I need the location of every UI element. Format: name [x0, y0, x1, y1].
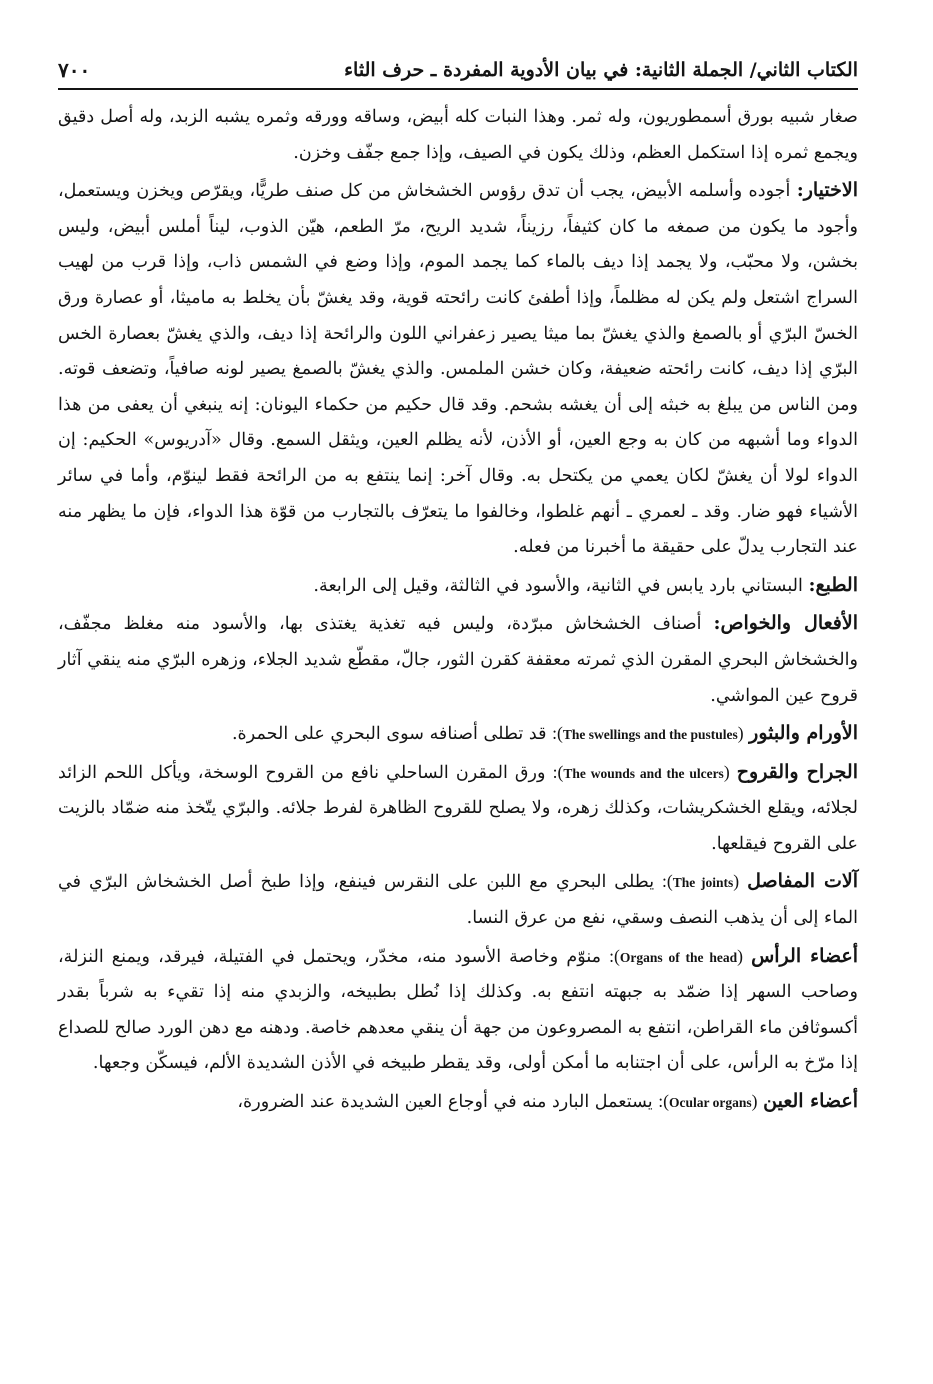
book-page: [58, 44, 858, 1374]
section-heading: آلات المفاصل: [747, 870, 859, 893]
paragraph-actions: [58, 606, 858, 714]
section-heading: الأورام والبثور: [749, 722, 858, 745]
paragraph-text: يستعمل البارد منه في أوجاع العين الشديدة عند الضرورة،: [237, 1092, 653, 1113]
paragraph-joints: آلات المفاصل (The joints): يطلى البحري مع اللبن على النقرس فينفع، وإذا طبخ أصل الخشخاش البرّي في الماء إلى أن يذهب النصف وسقي، نفع من عرق النسا.: [58, 870, 859, 929]
paragraph-text: صغار شبيه بورق أسمطوريون، وله ثمر. وهذا النبات كله أبيض، وساقه وورقه وثمره يشبه الزبد، وله أصل دقيق ويجمع ثمره إذا استكمل العظم، وذلك يكون في الصيف، وإذا جمع جفّف وخزن.: [58, 107, 858, 163]
section-heading-english: Organs of the head: [619, 949, 738, 965]
section-heading: الاختيار:: [796, 179, 858, 202]
header-rule: [58, 88, 858, 90]
section-heading-english: The joints: [672, 875, 734, 891]
paragraph-selection: [58, 173, 858, 566]
section-heading-english: The swellings and the pustules: [562, 727, 738, 743]
paragraph-text: أصناف الخشخاش مبرّدة، وليس فيه تغذية يغتذى بها، والأسود منه مغلظ مجفّف، والخشخاش البحري المقرن الذي ثمرته معقفة كقرن الثور، جالّ، مقطّع شديد الجلاء، وزهره البرّي منه ينقي آثار قروح عين المواشي.: [58, 614, 858, 706]
paragraph-continuation: [58, 100, 858, 171]
paragraph-text: ورق المقرن الساحلي نافع من القروح الوسخة، ويأكل اللحم الزائد لجلائه، ويقلع الخشكريشات، وكذلك زهره، ولا يصلح للقروح الظاهرة لفرط جلائه. والبرّي يتّخذ منه ضمّاد بالزيت على القروح فيقلعها.: [58, 762, 858, 854]
section-heading-english: The wounds and the ulcers: [563, 765, 724, 781]
paragraph-text: قد تطلى أصنافه سوى البحري على الحمرة.: [231, 724, 547, 745]
section-heading: الأفعال والخواص:: [713, 612, 858, 635]
page-body: [58, 100, 858, 1121]
paragraph-text: منوّم وخاصة الأسود منه، مخدّر، ويحتمل في الفتيلة، فيرقد، ويمنع النزلة، وصاحب السهر إذا ضمّد به جبهته انتفع به. وكذلك إذا نُطل بطبيخه، والزبدي منه إذا تقيء به شرباً بقدر أكسوثافن ماء القراطن، انتفع به المصروعون من جهة أن ينقي معدهم خاصة. ودهنه مع دهن الورد صالح للصداع إذا مرّخ به الرأس، على أن اجتنابه ما أمكن أولى، وقد يقطر طبيخه في الأذن الشديدة الألم، فيسكّن وجعها.: [58, 946, 858, 1074]
paragraph-text: أجوده وأسلمه الأبيض، يجب أن تدق رؤوس الخشخاش من كل صنف طريًّا، ويقرّص ويخزن ويستعمل، وأجود ما يكون من صمغه ما كان كثيفاً، رزيناً، شديد الريح، مرّ الطعم، هيّن الذوب، ليناً أملس أبيض، وليس بخشن، ولا محبّب، ولا يجمد إذا ديف بالماء كما يجمد الموم، وإذا وضع في الشمس ذاب، وإذا قرب من لهيب السراج اشتعل ولم يكن له مظلماً، وإذا أطفئ كانت رائحته قوية، وقد يغشّ بأن يخلط به ماميثا، أو عصارة ورق الخسّ البرّي أو بالصمغ والذي يغشّ بما ميثا يصير زعفراني اللون والرائحة إذا ديف، والذي يغشّ بعصارة الخس البرّي إذا ديف، كانت رائحته ضعيفة، وكان خشن الملمس. والذي يغشّ بالصمغ يصير لونه صافياً، وتضعف قوته. ومن الناس من يبلغ به خبثه إلى أن يغشه بشحم. وقد قال حكيم من حكماء اليونان: إنه ينبغي أن يعفى من هذا الدواء وما أشبهه من كان به وجع العين، أو الأذن، لأنه يظلم العين، ويثقل السمع. وقال «آدريوس» الحكيم: إن الدواء لولا أن يغشّ لكان يعمي من يكتحل به. وقال آخر: إنما ينتفع به من الرائحة فقط لينوّم، وأما في سائر الأشياء فهو ضار. وقد ـ لعمري ـ أنهم غلطوا، وخالفوا ما يتعرّف بالتجارب من قوّة هذا الدواء، فإن ما يظهر منه عند التجارب يدلّ على حقيقة ما أخبرنا من فعله.: [58, 181, 858, 558]
paragraph-wounds: الجراح والقروح (The wounds and the ulcers): ورق المقرن الساحلي نافع من القروح الوسخة، ويأكل اللحم الزائد لجلائه، ويقلع الخشكريشات، وكذلك زهره، ولا يصلح للقروح الظاهرة لفرط جلائه. والبرّي يتّخذ منه ضمّاد بالزيت على القروح فيقلعها.: [58, 760, 858, 854]
section-heading: الجراح والقروح: [736, 760, 858, 783]
paragraph-text: يطلى البحري مع اللبن على النقرس فينفع، وإذا طبخ أصل الخشخاش البرّي في الماء إلى أن يذهب النصف وسقي، نفع من عرق النسا.: [58, 872, 858, 929]
paragraph-swellings: الأورام والبثور (The swellings and the pustules): قد تطلى أصنافه سوى البحري على الحمرة.: [231, 722, 858, 745]
page-header: [58, 44, 858, 82]
running-title: الكتاب الثاني/ الجملة الثانية: في بيان الأدوية المفردة ـ حرف الثاء: [344, 59, 858, 82]
page-number: ٧٠٠: [58, 58, 91, 82]
paragraph-head: أعضاء الرأس (Organs of the head): منوّم وخاصة الأسود منه، مخدّر، ويحتمل في الفتيلة، فيرقد، ويمنع النزلة، وصاحب السهر إذا ضمّد به جبهته انتفع به. وكذلك إذا نُطل بطبيخه، والزبدي منه إذا تقيء به شرباً بقدر أكسوثافن ماء القراطن، انتفع به المصروعون من جهة أن ينقي معدهم خاصة. ودهنه مع دهن الورد صالح للصداع إذا مرّخ به الرأس، على أن اجتنابه ما أمكن أولى، وقد يقطر طبيخه في الأذن الشديدة الألم، فيسكّن وجعها.: [58, 944, 858, 1074]
paragraph-eye: أعضاء العين (Ocular organs): يستعمل البارد منه في أوجاع العين الشديدة عند الضرورة،: [237, 1090, 858, 1113]
section-heading: الطبع:: [808, 573, 858, 596]
section-heading: أعضاء الرأس: [751, 944, 858, 967]
section-heading-english: Ocular organs: [669, 1095, 752, 1111]
paragraph-text: البستاني بارد يابس في الثانية، والأسود في الثالثة، وقيل إلى الرابعة.: [313, 575, 803, 596]
paragraph-nature: [58, 568, 858, 605]
section-heading: أعضاء العين: [763, 1090, 858, 1113]
